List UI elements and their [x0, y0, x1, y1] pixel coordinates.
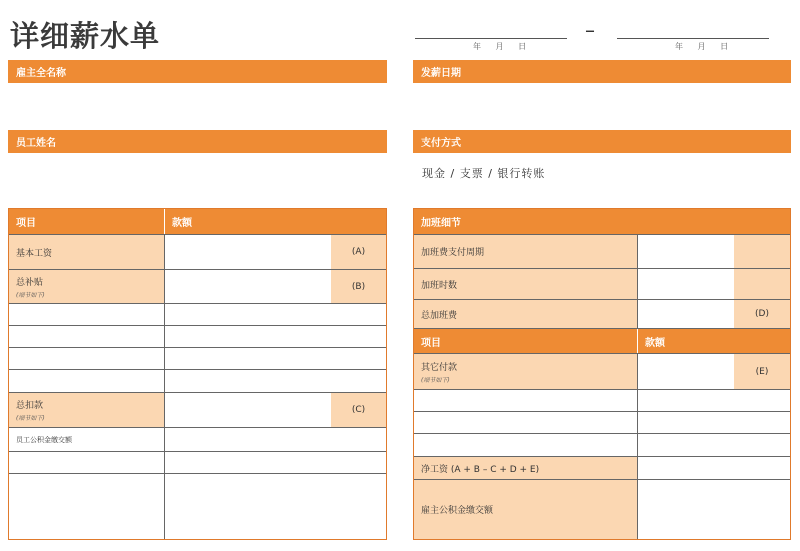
amount-cell[interactable]: [637, 390, 790, 411]
table-row: [9, 427, 386, 451]
amount-cell[interactable]: [164, 326, 386, 347]
table-row: [414, 299, 790, 328]
employee-name-header: 员工姓名: [8, 130, 387, 153]
item-cell[interactable]: [9, 474, 164, 539]
table-row: [414, 389, 790, 411]
other-payments-value[interactable]: [637, 354, 734, 389]
start-date-line[interactable]: [415, 38, 567, 39]
overtime-hours-mark: [734, 269, 790, 299]
table-header-row: [414, 209, 790, 234]
total-allowance-cell: [9, 270, 164, 303]
employer-fund-value[interactable]: [637, 480, 790, 539]
base-salary-label: 基本工资: [9, 235, 164, 269]
overtime-hours-value[interactable]: [637, 269, 734, 299]
table-row: [414, 411, 790, 433]
other-payments-cell: [414, 354, 637, 389]
payment-options: 现金 / 支票 / 银行转账: [422, 167, 546, 180]
table-row: [414, 456, 790, 479]
amount-cell[interactable]: [637, 434, 790, 456]
table-header-row: [414, 328, 790, 353]
total-deduction-mark: (C): [331, 393, 386, 427]
table-row: [9, 451, 386, 473]
item-cell[interactable]: [414, 412, 637, 433]
table-row: [9, 234, 386, 269]
item-cell[interactable]: [9, 304, 164, 325]
employer-name-header: 雇主全名称: [8, 60, 387, 83]
item-cell[interactable]: [414, 434, 637, 456]
table-header-row: [9, 209, 386, 234]
end-date-line[interactable]: [617, 38, 769, 39]
overtime-total-label: 总加班费: [414, 300, 637, 328]
total-deduction-label: 总扣款: [16, 401, 44, 411]
date-separator: –: [585, 18, 595, 42]
overtime-period-mark: [734, 235, 790, 268]
amount-cell[interactable]: [164, 452, 386, 473]
total-allowance-mark: (B): [331, 270, 386, 303]
overtime-total-mark: (D): [734, 300, 790, 328]
table-row: [414, 433, 790, 456]
table-row: [9, 347, 386, 369]
table-row: [414, 479, 790, 539]
pay-date-header: 发薪日期: [413, 60, 791, 83]
net-salary-label: 净工资 (A + B – C + D + E): [414, 457, 637, 479]
overtime-details-header: 加班细节: [414, 209, 790, 234]
salary-items-table: [8, 208, 387, 540]
overtime-period-value[interactable]: [637, 235, 734, 268]
table-row: [9, 269, 386, 303]
employee-fund-label: 员工公积金缴交额: [9, 428, 164, 451]
employee-fund-amount[interactable]: [164, 428, 386, 451]
payment-method-header: 支付方式: [413, 130, 791, 153]
table-row: [414, 234, 790, 268]
amount-cell[interactable]: [164, 474, 386, 539]
overtime-hours-label: 加班时数: [414, 269, 637, 299]
column-header-amount: 款额: [164, 209, 386, 234]
table-row: [9, 473, 386, 539]
total-allowance-note: (细节如下): [16, 291, 45, 299]
item-cell[interactable]: [9, 326, 164, 347]
employer-fund-label: 雇主公积金缴交额: [414, 480, 637, 539]
total-deduction-note: (细节如下): [16, 415, 45, 422]
table-row: [414, 353, 790, 389]
total-deduction-cell: [9, 393, 164, 427]
table-row: [9, 369, 386, 392]
column-header-item: 项目: [9, 209, 164, 234]
amount-cell[interactable]: [164, 370, 386, 392]
overtime-total-value[interactable]: [637, 300, 734, 328]
start-date-label: 年 月 日: [473, 42, 533, 51]
item-cell[interactable]: [9, 452, 164, 473]
other-payments-note: (细节如下): [421, 376, 450, 384]
column-header-amount: 款额: [637, 329, 790, 353]
amount-cell[interactable]: [164, 304, 386, 325]
total-allowance-label: 总补贴: [16, 277, 44, 288]
amount-cell[interactable]: [637, 412, 790, 433]
other-payments-label: 其它付款: [421, 362, 458, 373]
total-deduction-amount[interactable]: [164, 393, 331, 427]
base-salary-mark: (A): [331, 235, 386, 269]
item-cell[interactable]: [9, 370, 164, 392]
item-cell[interactable]: [9, 348, 164, 369]
overtime-period-label: 加班费支付周期: [414, 235, 637, 268]
end-date-label: 年 月 日: [675, 42, 735, 51]
page-title: 详细薪水单: [10, 19, 161, 53]
total-allowance-amount[interactable]: [164, 270, 331, 303]
table-row: [9, 303, 386, 325]
amount-cell[interactable]: [164, 348, 386, 369]
other-payments-mark: (E): [734, 354, 790, 389]
net-salary-value[interactable]: [637, 457, 790, 479]
base-salary-amount[interactable]: [164, 235, 331, 269]
table-row: [9, 392, 386, 427]
item-cell[interactable]: [414, 390, 637, 411]
column-header-item: 项目: [414, 329, 637, 353]
table-row: [414, 268, 790, 299]
table-row: [9, 325, 386, 347]
overtime-table: [413, 208, 791, 540]
